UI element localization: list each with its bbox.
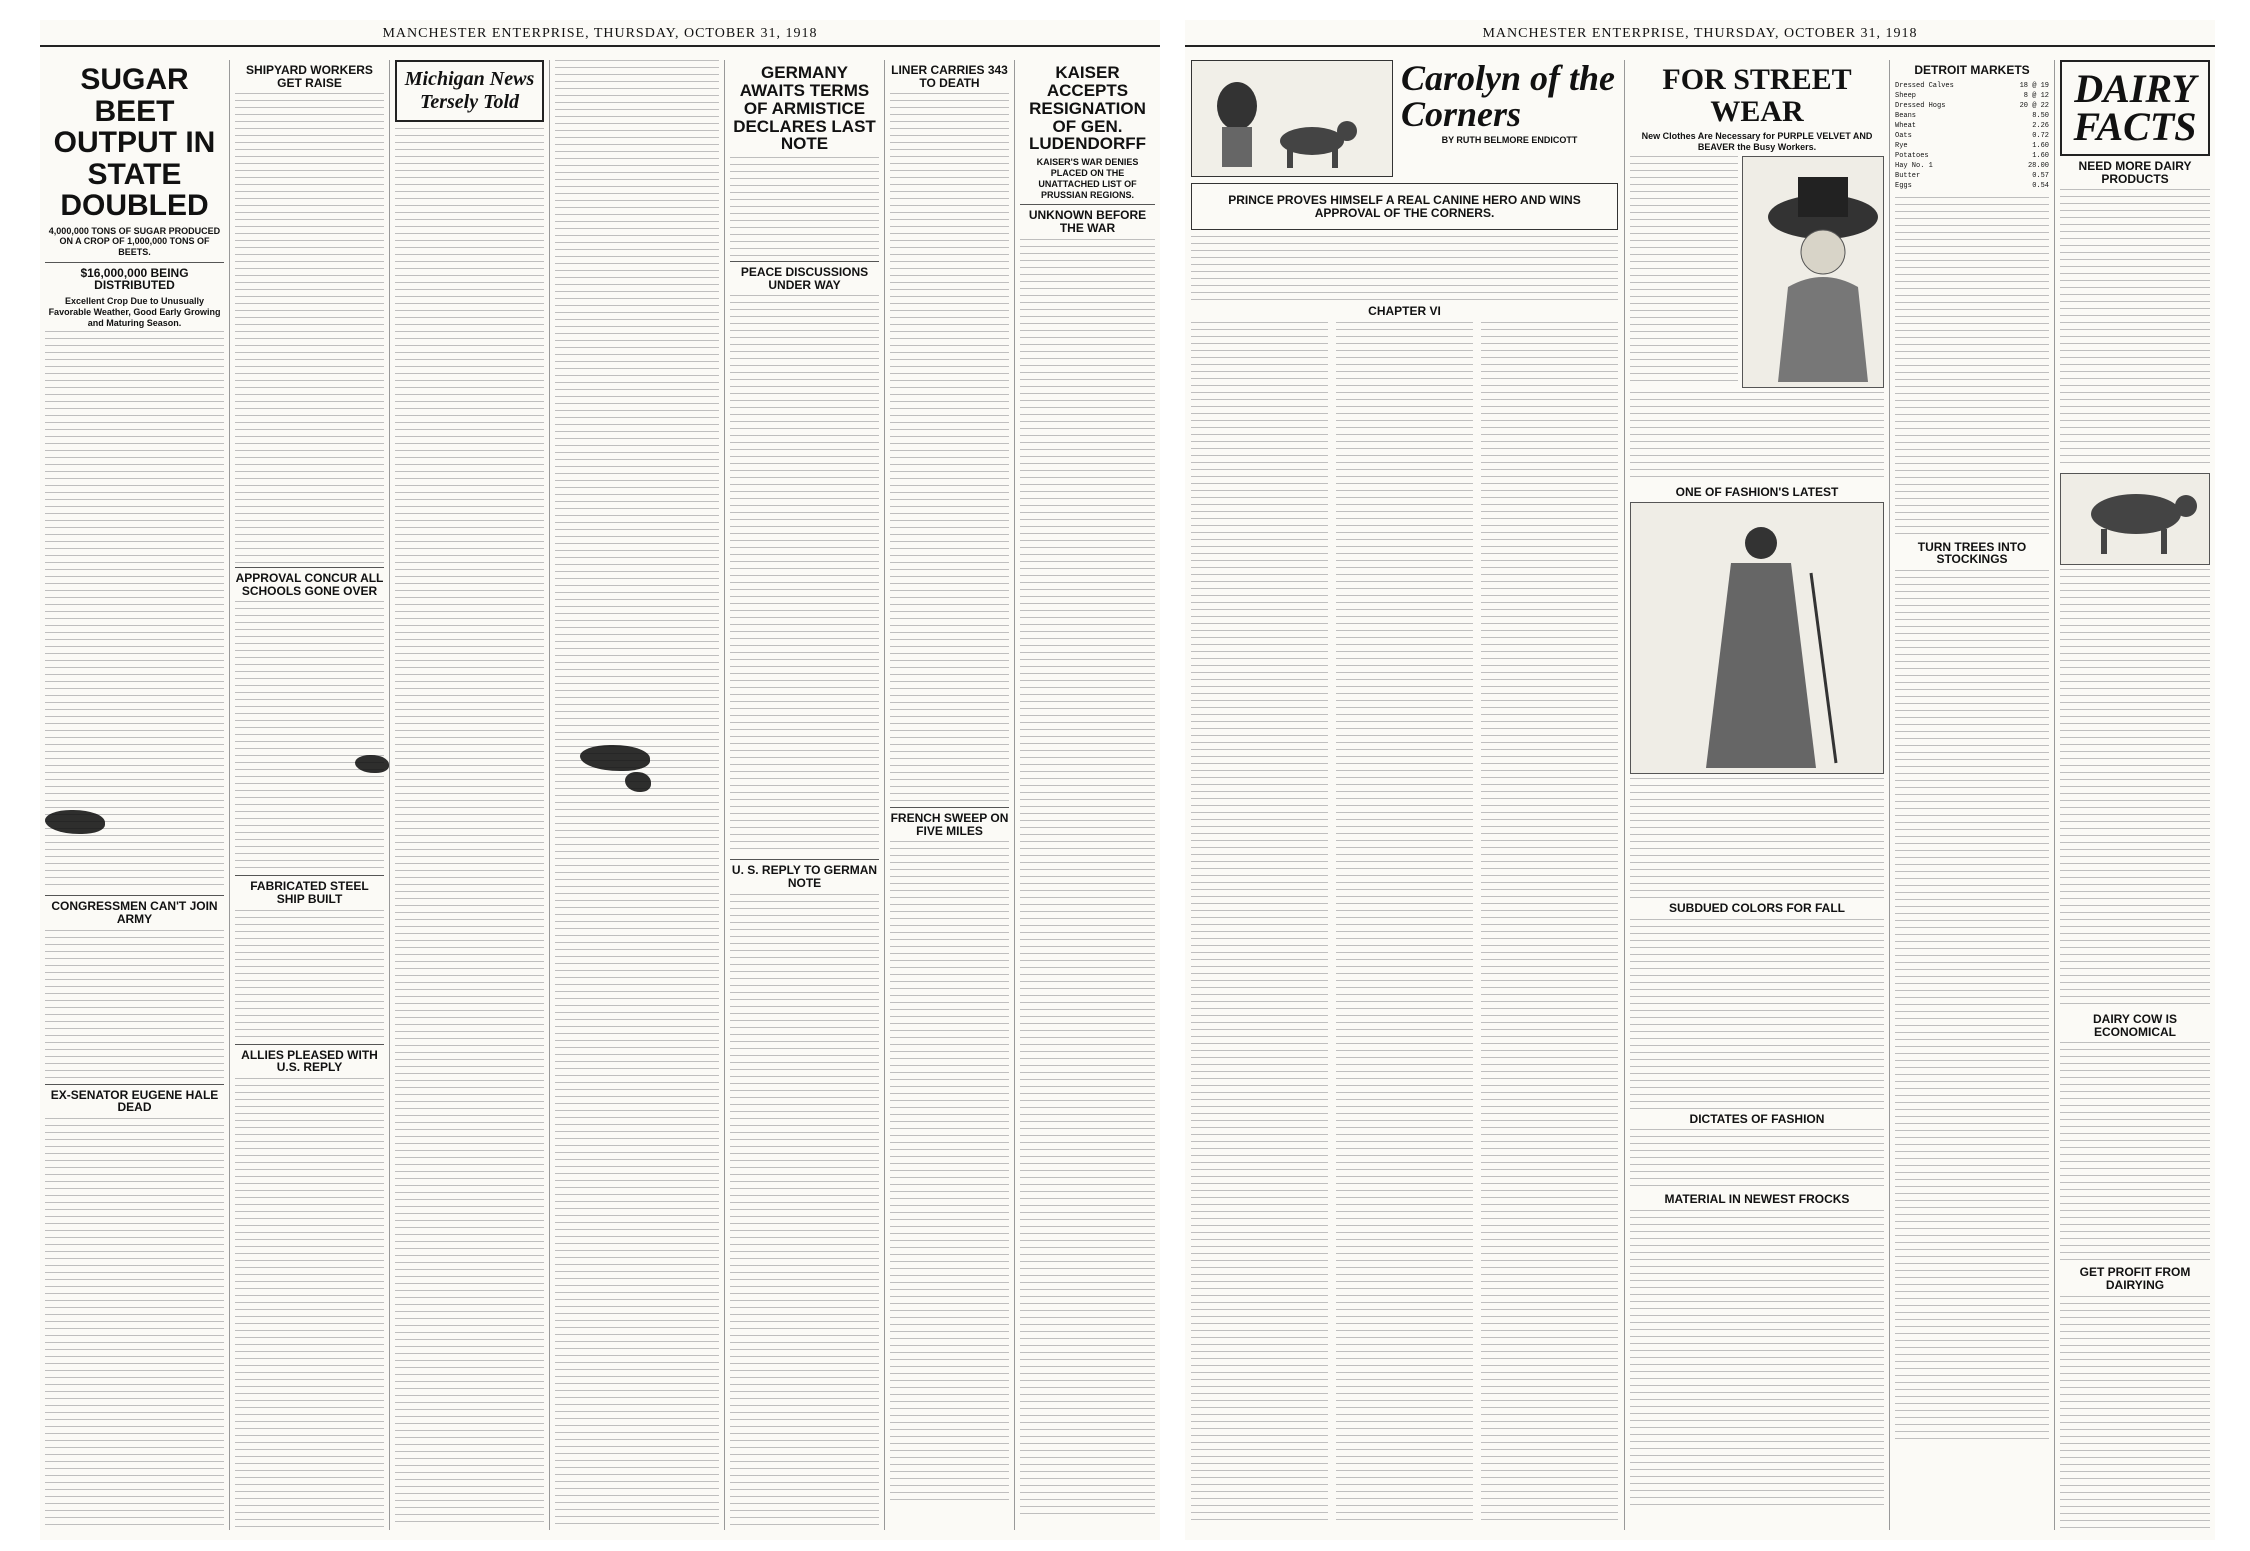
headline-us-reply: U. S. REPLY TO GERMAN NOTE xyxy=(731,863,878,890)
article-text xyxy=(1630,392,1884,482)
column-2 xyxy=(230,60,390,1530)
page-masthead: MANCHESTER ENTERPRISE, THURSDAY, OCTOBER 31, 1918 xyxy=(40,26,1160,47)
article-text xyxy=(235,910,384,1040)
girl-and-dog-illustration xyxy=(1192,61,1392,176)
article-text xyxy=(1481,322,1618,1522)
article-text xyxy=(1895,570,2049,1440)
markets-title: DETROIT MARKETS xyxy=(1914,63,2030,77)
woman-in-coat-illustration xyxy=(1631,503,1886,771)
page-masthead: MANCHESTER ENTERPRISE, THURSDAY, OCTOBER 31, 1918 xyxy=(1185,26,2215,47)
serial-title: Carolyn of the Corners xyxy=(1401,60,1616,134)
market-row xyxy=(1895,141,2049,151)
serial-chapter: CHAPTER VI xyxy=(1368,304,1441,319)
column-1 xyxy=(40,60,230,1530)
market-row xyxy=(1895,171,2049,181)
article-text xyxy=(730,157,879,257)
headline-eugene-hale: EX-SENATOR EUGENE HALE DEAD xyxy=(50,1087,219,1115)
market-item: Hay No. 1 xyxy=(1895,161,1933,170)
market-row xyxy=(1895,121,2049,131)
dairy-column xyxy=(2055,60,2215,1530)
article-text xyxy=(1630,1210,1884,1510)
cow-icon xyxy=(2061,474,2211,562)
headline-street-wear: FOR STREET WEAR xyxy=(1662,63,1852,128)
headline-shipyard: SHIPYARD WORKERS GET RAISE xyxy=(246,63,373,90)
headline-french-sweep: FRENCH SWEEP ON FIVE MILES xyxy=(890,811,1009,838)
headline-dairy-products: NEED MORE DAIRY PRODUCTS xyxy=(2078,159,2192,186)
column-6 xyxy=(885,60,1015,1530)
column-4 xyxy=(550,60,725,1530)
market-price: 18 @ 19 xyxy=(2019,81,2049,90)
subhead-unknown: UNKNOWN BEFORE THE WAR xyxy=(1028,208,1147,235)
headline-subdued-colors: SUBDUED COLORS FOR FALL xyxy=(1669,901,1845,916)
market-item: Beans xyxy=(1895,111,1917,120)
article-text xyxy=(235,601,384,871)
market-price: 1.60 xyxy=(2032,151,2049,160)
article-text xyxy=(1630,778,1884,898)
serial-headline: PRINCE PROVES HIMSELF A REAL CANINE HERO AND WINS APPROVAL OF THE CORNERS. xyxy=(1228,193,1581,220)
market-item: Rye xyxy=(1895,141,1908,150)
market-price: 0.57 xyxy=(2032,171,2049,180)
headline-schools: APPROVAL CONCUR ALL SCHOOLS GONE OVER xyxy=(235,571,384,598)
market-item: Dressed Calves xyxy=(1895,81,1954,90)
market-price: 0.72 xyxy=(2032,131,2049,140)
market-price: 2.26 xyxy=(2032,121,2049,130)
headline-material: MATERIAL IN NEWEST FROCKS xyxy=(1664,1192,1850,1207)
article-text xyxy=(730,894,879,1530)
serial-headline-box xyxy=(1191,183,1618,230)
market-item: Sheep xyxy=(1895,91,1917,100)
dairy-facts-banner xyxy=(2060,60,2210,156)
headline-stockings: TURN TREES INTO STOCKINGS xyxy=(1917,539,2027,567)
right-newspaper-page xyxy=(1185,20,2215,1540)
serial-byline: BY RUTH BELMORE ENDICOTT xyxy=(1441,135,1578,145)
hat-fashion-illustration xyxy=(1742,156,1884,388)
market-row xyxy=(1895,81,2049,91)
article-text xyxy=(555,60,719,1530)
market-price: 20 @ 22 xyxy=(2019,101,2049,110)
left-newspaper-page xyxy=(40,20,1160,1540)
article-text xyxy=(1895,197,2049,537)
article-text xyxy=(45,331,224,891)
headline-dairy-cow: DAIRY COW IS ECONOMICAL xyxy=(2092,1012,2177,1039)
article-text xyxy=(1020,239,1155,1519)
column-3 xyxy=(390,60,550,1530)
article-text xyxy=(2060,189,2210,469)
michigan-news-box: Michigan News Tersely Told xyxy=(395,60,544,122)
article-text xyxy=(1336,322,1473,1522)
dairy-facts-title: DAIRY FACTS xyxy=(2073,66,2197,149)
headline-steel-ship: FABRICATED STEEL SHIP BUILT xyxy=(250,879,369,906)
headline-dictates: DICTATES OF FASHION xyxy=(1689,1111,1825,1126)
article-text xyxy=(730,295,879,855)
article-text xyxy=(1191,236,1618,301)
article-text xyxy=(890,93,1009,803)
deck-street-wear: New Clothes Are Necessary for PURPLE VELVET AND BEAVER the Busy Workers. xyxy=(1641,131,1873,152)
subhead-distribution: $16,000,000 BEING DISTRIBUTED xyxy=(80,265,189,293)
column-7 xyxy=(1015,60,1160,1530)
market-price: 8 @ 12 xyxy=(2023,91,2049,100)
market-row xyxy=(1895,151,2049,161)
subhead-deck: Excellent Crop Due to Unusually Favorable Weather, Good Early Growing and Maturing Season. xyxy=(48,296,221,328)
headline-peace: PEACE DISCUSSIONS UNDER WAY xyxy=(740,265,869,292)
article-text xyxy=(1191,322,1328,1522)
article-text xyxy=(2060,569,2210,1009)
market-row xyxy=(1895,131,2049,141)
market-price: 8.50 xyxy=(2032,111,2049,120)
market-item: Potatoes xyxy=(1895,151,1929,160)
carolyn-illustration xyxy=(1191,60,1393,177)
fig-caption-latest: ONE OF FASHION'S LATEST xyxy=(1675,484,1839,499)
headline-kaiser: KAISER ACCEPTS RESIGNATION OF GEN. LUDENDORFF xyxy=(1028,63,1147,154)
fashion-column xyxy=(1625,60,1890,1530)
market-price: 1.60 xyxy=(2032,141,2049,150)
headline-allies: ALLIES PLEASED WITH U.S. REPLY xyxy=(241,1047,378,1075)
article-text xyxy=(235,93,384,563)
market-item: Dressed Hogs xyxy=(1895,101,1946,110)
market-row xyxy=(1895,101,2049,111)
serial-story xyxy=(1185,60,1625,1530)
market-item: Butter xyxy=(1895,171,1921,180)
woman-in-hat-illustration xyxy=(1743,157,1883,385)
article-text xyxy=(2060,1042,2210,1262)
market-price: 0.54 xyxy=(2032,181,2049,190)
market-item: Eggs xyxy=(1895,181,1912,190)
article-text xyxy=(1630,156,1738,386)
market-row xyxy=(1895,91,2049,101)
headline-germany-awaits: GERMANY AWAITS TERMS OF ARMISTICE DECLARES LAST NOTE xyxy=(733,63,876,154)
article-text xyxy=(395,128,544,1528)
cow-illustration xyxy=(2060,473,2210,565)
deck-kaiser: KAISER'S WAR DENIES PLACED ON THE UNATTACHED LIST OF PRUSSIAN REGIONS. xyxy=(1036,157,1139,200)
deck-sugar-beet: 4,000,000 TONS OF SUGAR PRODUCED ON A CROP OF 1,000,000 TONS OF BEETS. xyxy=(48,225,221,258)
market-item: Oats xyxy=(1895,131,1912,140)
article-text xyxy=(1630,919,1884,1109)
headline-liner: LINER CARRIES 343 TO DEATH xyxy=(891,63,1008,90)
article-text xyxy=(890,841,1009,1501)
market-price: 28.00 xyxy=(2027,161,2049,170)
markets-column xyxy=(1890,60,2055,1530)
market-row xyxy=(1895,161,2049,171)
market-row xyxy=(1895,181,2049,191)
market-item: Wheat xyxy=(1895,121,1917,130)
article-text xyxy=(1630,1129,1884,1189)
article-text xyxy=(45,1118,224,1530)
markets-table xyxy=(1895,81,2049,191)
article-text xyxy=(45,930,224,1080)
article-text xyxy=(2060,1296,2210,1530)
ink-damage xyxy=(625,772,651,792)
market-row xyxy=(1895,111,2049,121)
headline-sugar-beet: SUGAR BEET OUTPUT IN STATE DOUBLED xyxy=(53,63,216,222)
coat-fashion-illustration xyxy=(1630,502,1884,774)
headline-profit-dairying: GET PROFIT FROM DAIRYING xyxy=(2079,1265,2191,1292)
article-text xyxy=(235,1078,384,1530)
column-5 xyxy=(725,60,885,1530)
headline-congressmen: CONGRESSMEN CAN'T JOIN ARMY xyxy=(51,899,218,927)
